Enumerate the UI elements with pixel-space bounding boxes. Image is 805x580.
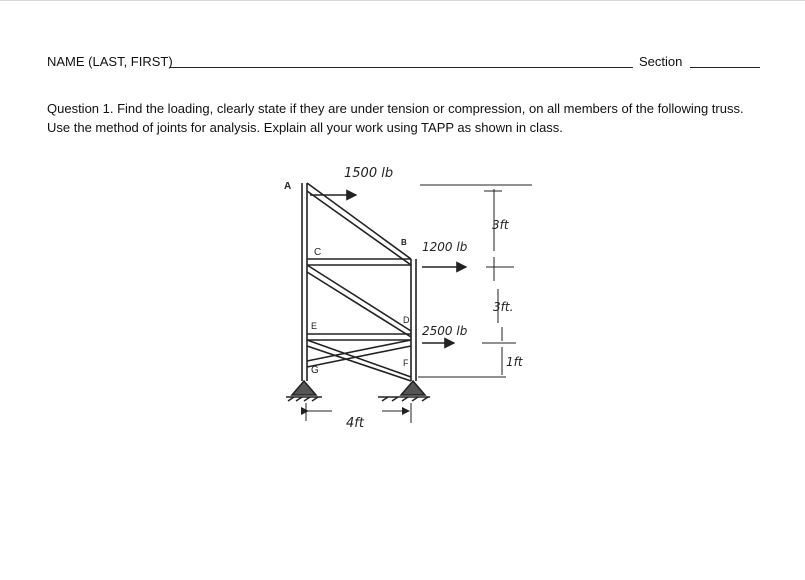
right-support	[378, 381, 430, 401]
truss-figure	[270, 151, 570, 441]
dimension-label-3ft-mid: 3ft.	[493, 300, 514, 314]
joint-label-a: A	[284, 181, 292, 192]
right-column	[411, 259, 416, 381]
joint-label-b: B	[401, 238, 407, 247]
section-label: Section	[639, 54, 683, 69]
member-cd	[307, 265, 411, 337]
joint-label-e: E	[311, 321, 318, 331]
load-label-top: 1500 lb	[344, 166, 394, 181]
member-ed	[307, 334, 411, 340]
load-label-mid: 1200 lb	[422, 240, 468, 254]
left-column	[302, 183, 307, 381]
left-support	[286, 381, 322, 401]
joint-label-d: D	[403, 315, 410, 325]
header-line	[47, 54, 760, 72]
joint-label-g: G	[311, 365, 319, 376]
load-label-low: 2500 lb	[422, 324, 468, 338]
dimension-label-4ft: 4ft	[346, 416, 364, 431]
name-field-line[interactable]	[169, 67, 633, 68]
dimension-label-1ft: 1ft	[506, 355, 523, 369]
member-ef	[307, 340, 411, 381]
question-text: Question 1. Find the loading, clearly state if they are under tension or compression, on all members of the following truss. Use the method of joints for analysis. Explain all your work using TAPP as shown in class.	[47, 101, 744, 135]
section-field-line[interactable]	[690, 67, 760, 68]
dimension-vertical	[418, 185, 532, 377]
joint-label-c: C	[314, 247, 322, 258]
joint-label-f: F	[403, 358, 409, 368]
name-label: NAME (LAST, FIRST)	[47, 54, 173, 69]
dimension-label-3ft-top: 3ft	[492, 218, 509, 232]
member-cb	[307, 259, 411, 265]
truss-diagram	[270, 151, 570, 441]
